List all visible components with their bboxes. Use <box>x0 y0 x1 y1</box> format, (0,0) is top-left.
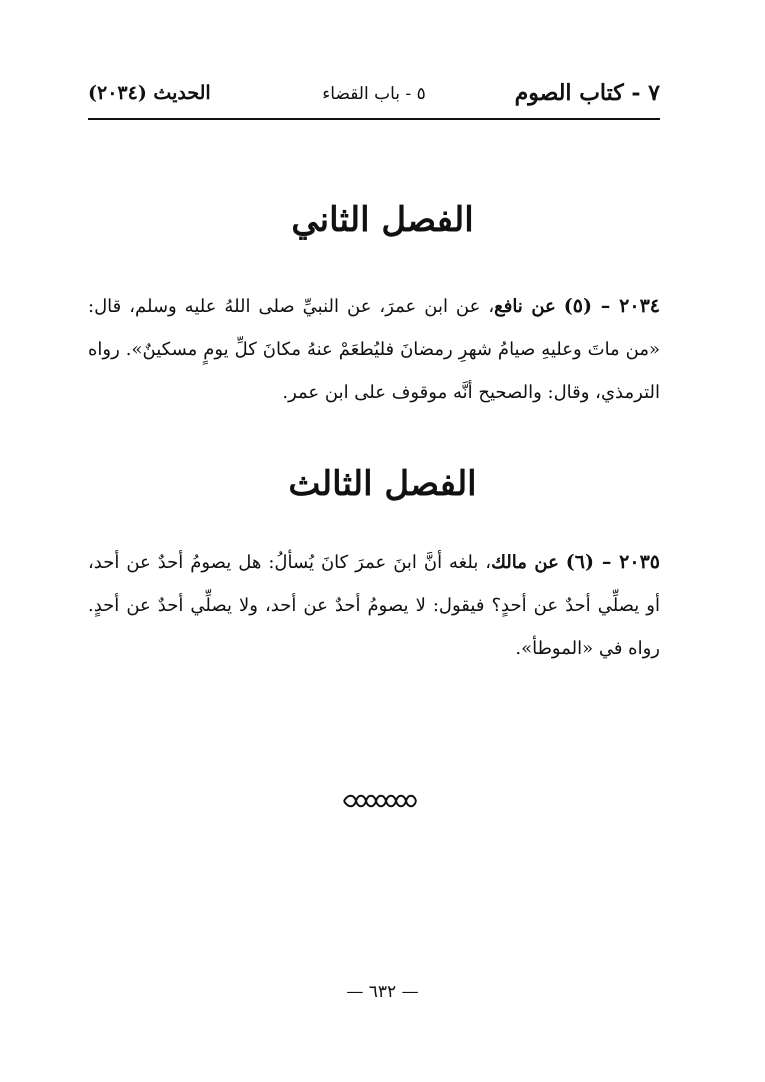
hadith-number: ٢٠٣٤ – (٥) <box>563 295 660 317</box>
header-book-title: ٧ - كتاب الصوم <box>514 80 660 106</box>
hadith-number: ٢٠٣٥ – (٦) <box>565 551 660 573</box>
decorative-divider-ornament <box>340 791 420 811</box>
header-hadith-range: الحديث (٢٠٣٤) <box>88 82 211 104</box>
hadith-narrator: عن نافع <box>494 296 556 317</box>
section-title-second: الفصل الثاني <box>291 200 474 240</box>
header-chapter-title: ٥ - باب القضاء <box>322 84 426 104</box>
section-title-third: الفصل الثالث <box>288 464 477 504</box>
running-header <box>88 80 660 116</box>
page-number: — ٦٣٢ — <box>346 982 419 1002</box>
hadith-text: ، عن ابن عمرَ، عن النبيِّ صلى اللهُ عليه وسلم، قال: «من ماتَ وعليهِ صيامُ شهرِ رمضانَ فليُطعَمْ عنهُ مكانَ كلِّ يومٍ مسكينٌ». رواه الترمذي، وقال: والصحيح أنَّه موقوف على ابن عمر. <box>88 296 660 403</box>
hadith-text: ، بلغه أنَّ ابنَ عمرَ كانَ يُسألُ: هل يصومُ أحدٌ عن أحد، أو يصلِّي أحدٌ عن أحدٍ؟ فيقول: لا يصومُ أحدٌ عن أحد، ولا يصلِّي أحدٌ عن أحدٍ. رواه في «الموطأ». <box>88 552 660 659</box>
hadith-paragraph-2034 <box>88 285 660 414</box>
header-rule <box>88 118 660 120</box>
hadith-paragraph-2035 <box>88 541 660 670</box>
hadith-narrator: عن مالك <box>491 552 559 573</box>
